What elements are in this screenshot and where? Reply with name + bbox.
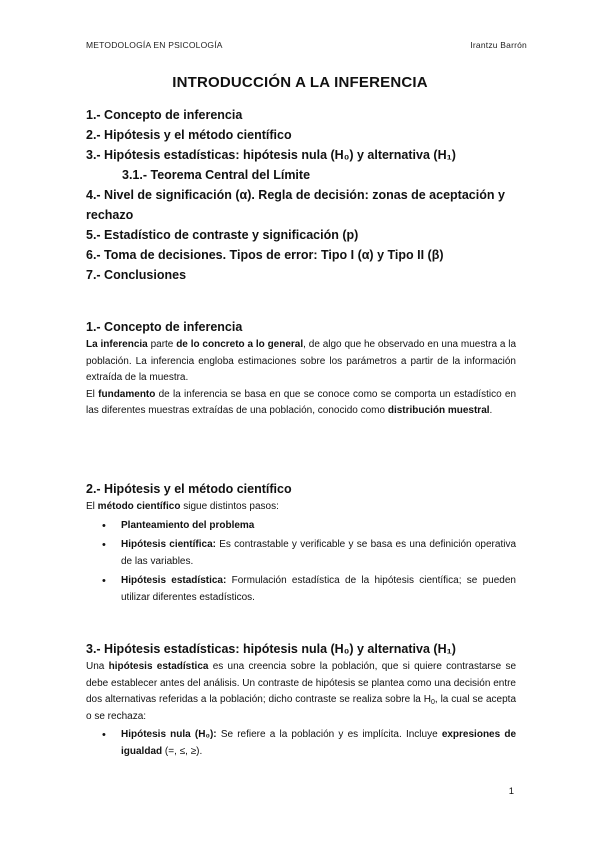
table-of-contents [86,105,516,285]
section-2 [86,480,516,609]
header-course-title: METODOLOGÍA EN PSICOLOGÍA [86,40,223,50]
term-distribucion-muestral: distribución muestral [387,405,490,416]
term-metodo-cientifico: método científico [97,501,181,512]
term-inferencia: La inferencia [86,339,148,350]
term-hipotesis-estadistica: hipótesis estadística [108,661,209,672]
list-item: • Hipótesis científica: Es contrastable y verificable y se basa es una definición operativa de las variables. [86,537,516,570]
section-2-intro: El método científico sigue distintos pasos: [86,501,279,512]
toc-item-3: 3.- Hipótesis estadísticas: hipótesis nula (H₀) y alternativa (H₁) [86,148,456,162]
section-2-bullet-list [86,518,516,607]
toc-item-3-1: 3.1.- Teorema Central del Límite [122,168,311,182]
toc-item-4: 4.- Nivel de significación (α). Regla de decisión: zonas de aceptación y rechazo [86,188,505,222]
term-concreto-general: de lo concreto a lo general [176,339,304,350]
section-1 [86,318,516,420]
list-item: • Planteamiento del problema [86,518,516,535]
header-author: Irantzu Barrón [470,40,527,50]
toc-item-1: 1.- Concepto de inferencia [86,108,243,122]
document-title: INTRODUCCIÓN A LA INFERENCIA [172,74,428,91]
section-3-paragraph-1: Una hipótesis estadística es una creencia sobre la población, que si quiere contrastarse se debe establecer antes del análisis. Un contraste de hipótesis se plantea como una decisión entre dos alternativas referidas a la población; dicho contraste se realiza sobre la $H_0$, la cual se acepta o se rechaza: [86,661,517,722]
toc-item-5: 5.- Estadístico de contraste y significación (p) [86,228,359,242]
section-1-paragraph-1: La inferencia parte de lo concreto a lo general, de algo que he observado en una muestra a la población. La inferencia engloba estimaciones sobre los parámetros a partir de la información extraída de la muestra. [86,339,517,383]
section-2-heading: 2.- Hipótesis y el método científico [86,482,292,496]
section-3 [86,640,516,763]
toc-item-2: 2.- Hipótesis y el método científico [86,128,292,142]
toc-item-6: 6.- Toma de decisiones. Tipos de error: Tipo I (α) y Tipo II (β) [86,248,444,262]
list-item: • Hipótesis nula (H₀): Se refiere a la población y es implícita. Incluye expresiones de igualdad (=, ≤, ≥). [86,727,516,760]
page-number: 1 [508,786,514,797]
toc-item-7: 7.- Conclusiones [86,268,187,282]
section-3-heading: 3.- Hipótesis estadísticas: hipótesis nula (H₀) y alternativa (H₁) [86,642,456,656]
section-1-heading: 1.- Concepto de inferencia [86,320,243,334]
list-item: • Hipótesis estadística: Formulación estadística de la hipótesis científica; se pueden utilizar diferentes estadísticos. [86,573,516,606]
section-3-bullet-list [86,727,516,760]
term-fundamento: fundamento [98,388,156,400]
section-1-paragraph-2: El fundamento de la inferencia se basa en que se conoce como se comporta un estadístico en las diferentes muestras extraídas de una población, conocido como distribución muestral. [86,388,516,416]
